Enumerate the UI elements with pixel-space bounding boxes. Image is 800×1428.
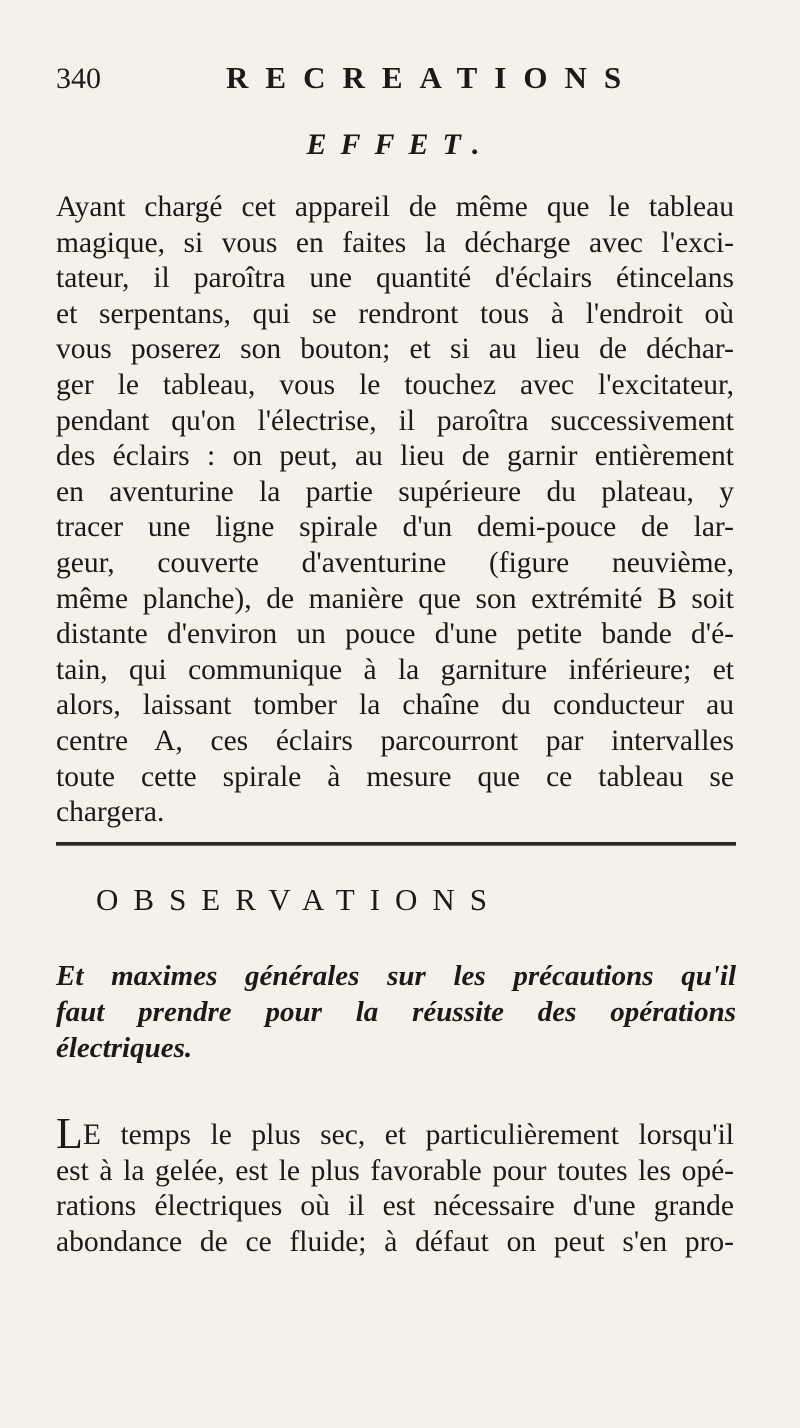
page-number: 340 (56, 62, 101, 95)
subtitle-line: électriques. (56, 1032, 193, 1064)
running-title: RECREATIONS (226, 60, 639, 95)
observations-title: OBSERVATIONS (96, 882, 503, 917)
section-heading: EFFET. (306, 128, 494, 161)
text-line: tateur, il paroîtra une quantité d'éclairs étincelans (56, 262, 734, 295)
observations-subtitle (56, 958, 736, 1066)
section-divider (56, 842, 736, 846)
text-line: centre A, ces éclairs parcourront par intervalles (56, 724, 734, 757)
drop-cap: L (56, 1109, 83, 1158)
text-line: des éclairs : on peut, au lieu de garnir entièrement (56, 440, 734, 473)
text-line: alors, laissant tomber la chaîne du conducteur au (56, 689, 734, 722)
text-line: toute cette spirale à mesure que ce tableau se (56, 760, 734, 793)
text-line: tain, qui communique à la garniture inférieure; et (56, 653, 734, 686)
first-line-text: E temps le plus sec, et particulièrement lorsqu'il (82, 1119, 734, 1151)
text-line: même planche), de manière que son extrémité B soit (56, 582, 734, 615)
text-line: geur, couverte d'aventurine (figure neuvième, (56, 546, 734, 579)
text-line: ger le tableau, vous le touchez avec l'excitateur, (56, 368, 734, 401)
text-line: tracer une ligne spirale d'un demi-pouce de lar- (56, 511, 734, 544)
text-line: magique, si vous en faites la décharge avec l'exci- (56, 226, 734, 259)
text-line: vous poserez son bouton; et si au lieu de déchar- (56, 333, 734, 366)
text-line: en aventurine la partie supérieure du plateau, y (56, 475, 734, 508)
text-line: distante d'environ un pouce d'une petite bande d'é- (56, 618, 734, 651)
text-line: rations électriques où il est nécessaire d'une grande (56, 1190, 734, 1223)
text-line: et serpentans, qui se rendront tous à l'endroit où (56, 297, 734, 330)
text-line (56, 1109, 734, 1158)
paragraph-effet (56, 190, 734, 831)
running-head (56, 58, 656, 102)
text-line: abondance de ce fluide; à défaut on peut s'en pro- (56, 1225, 734, 1258)
text-line: chargera. (56, 796, 165, 829)
text-line: Ayant chargé cet appareil de même que le tableau (56, 191, 734, 223)
subtitle-line: Et maximes générales sur les précautions qu'il (56, 960, 736, 992)
text-line: est à la gelée, est le plus favorable pour toutes les opé- (56, 1154, 734, 1187)
subtitle-line: faut prendre pour la réussite des opérations (56, 996, 736, 1028)
paragraph-observations (56, 1109, 734, 1260)
text-line: pendant qu'on l'électrise, il paroîtra successivement (56, 404, 734, 437)
